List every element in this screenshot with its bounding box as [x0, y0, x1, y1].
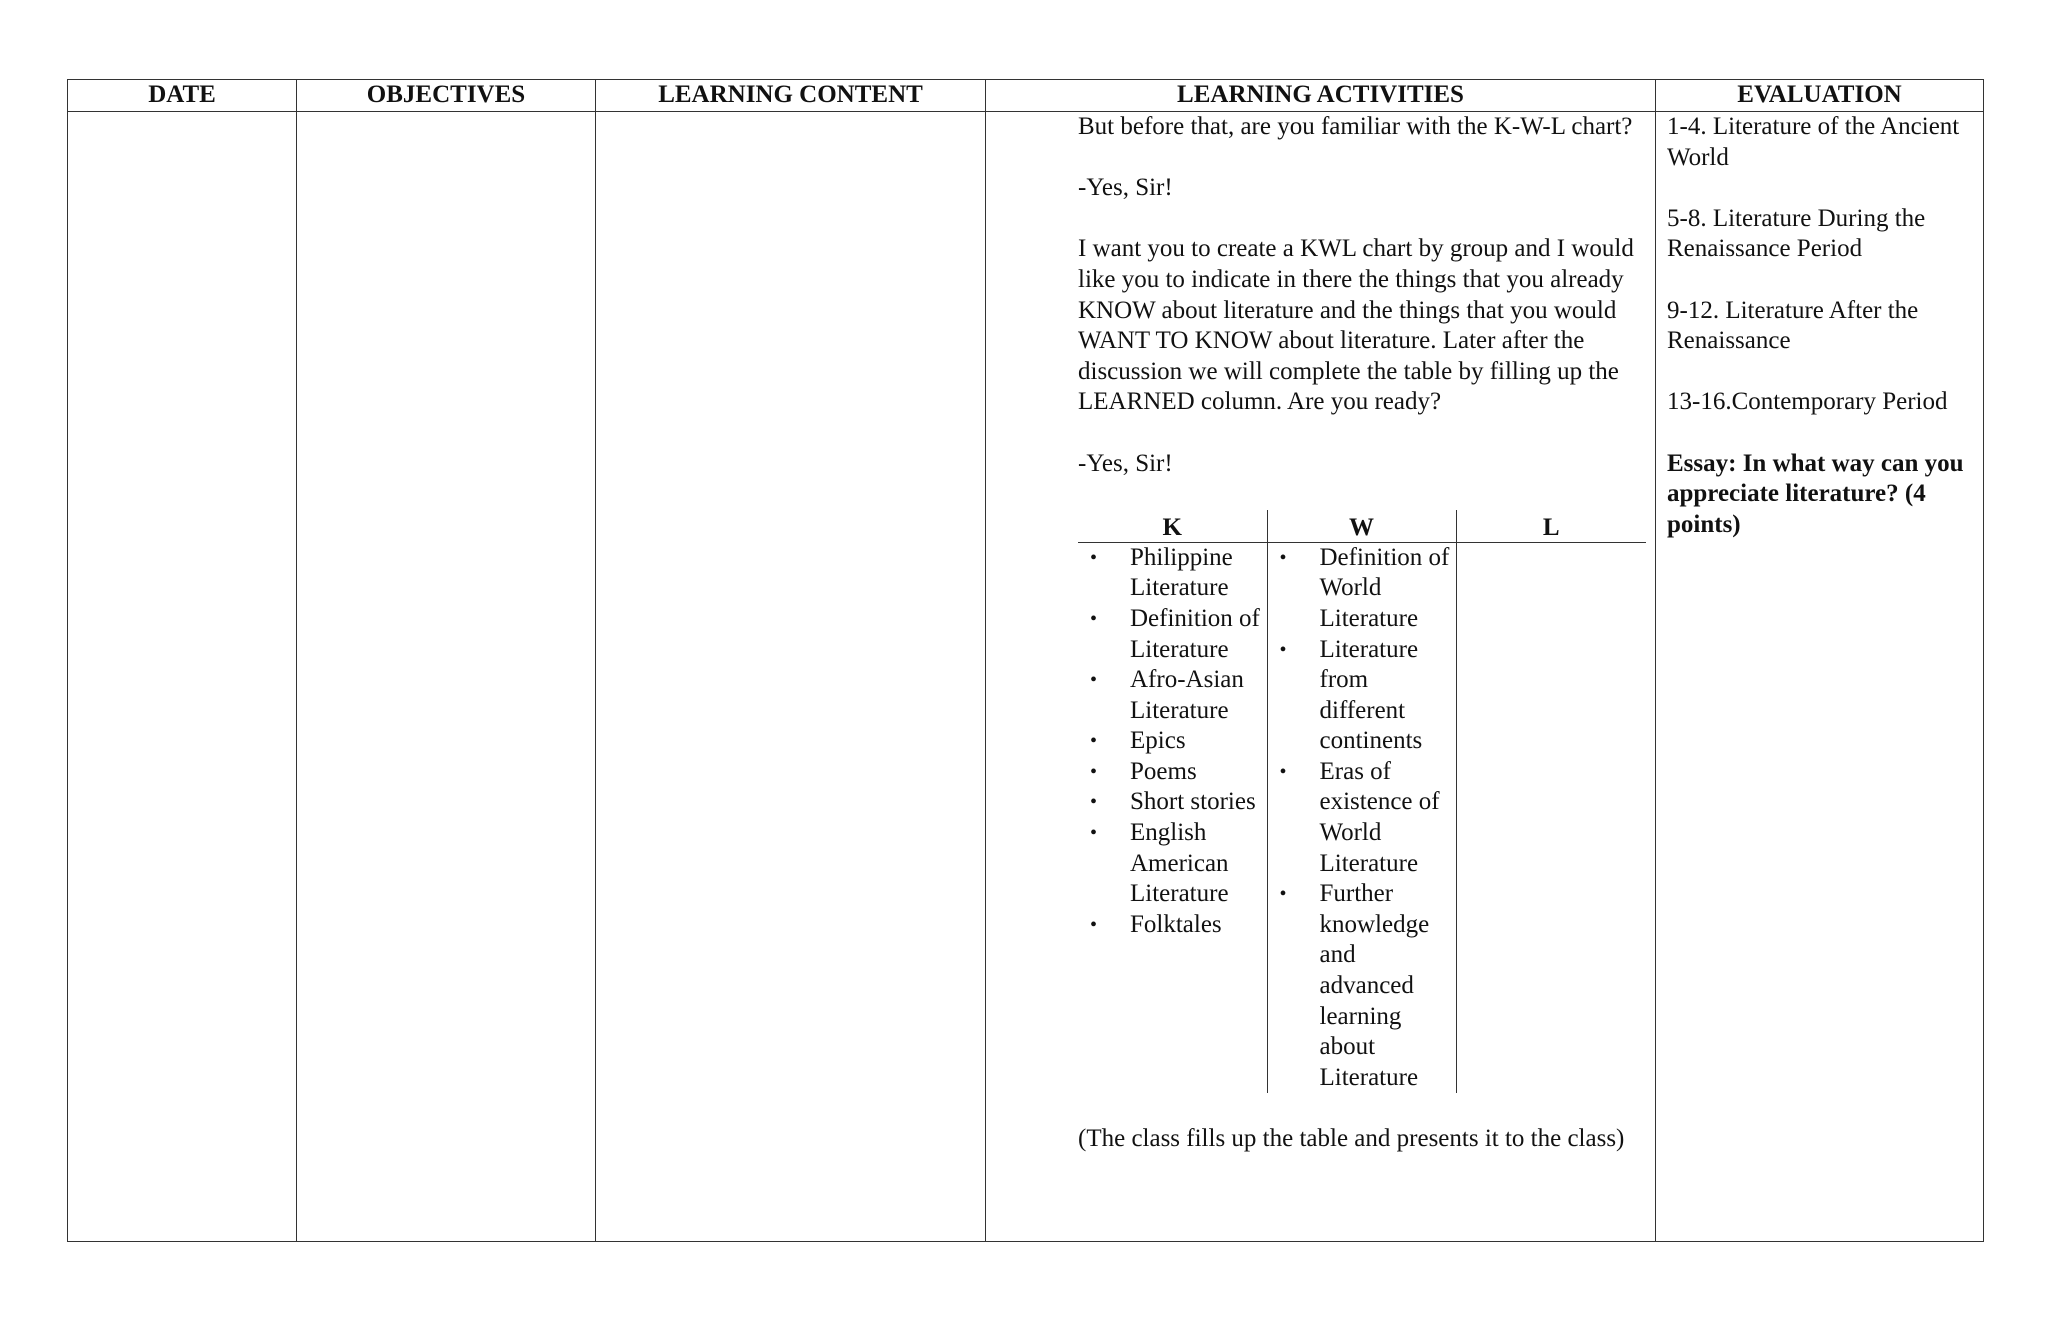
- know-list: [1078, 543, 1267, 941]
- kwl-item-text: Eras of existence of World Literature: [1319, 757, 1440, 877]
- kwl-item-text: Definition of Literature: [1130, 604, 1260, 663]
- header-learning-activities: LEARNING ACTIVITIES: [986, 80, 1656, 112]
- header-learning-content: LEARNING CONTENT: [596, 80, 986, 112]
- kwl-list-item: [1078, 665, 1267, 726]
- evaluation-item: 13-16.Contemporary Period: [1667, 388, 1948, 416]
- kwl-item-text: Literature from different continents: [1319, 635, 1423, 755]
- bullet-icon: •: [1279, 638, 1287, 661]
- evaluation-item: 1-4. Literature of the Ancient World: [1667, 113, 1960, 171]
- bullet-icon: •: [1090, 730, 1098, 753]
- kwl-item-text: Philippine Literature: [1130, 543, 1233, 602]
- student-response: -Yes, Sir!: [1078, 174, 1173, 202]
- kwl-item-text: Definition of World Literature: [1319, 543, 1450, 632]
- kwl-item-text: Poems: [1130, 757, 1197, 785]
- kwl-list-item: [1078, 910, 1267, 941]
- kwl-item-text: Further knowledge and advanced learning about Literature: [1319, 880, 1430, 1091]
- kwl-want-column: [1267, 542, 1456, 1093]
- lesson-plan-table: [67, 79, 1984, 1242]
- kwl-item-text: Afro-Asian Literature: [1130, 666, 1244, 724]
- want-list: [1268, 543, 1456, 1094]
- kwl-learned-column: [1456, 542, 1646, 1093]
- kwl-header-k: K: [1078, 510, 1267, 543]
- kwl-chart: [1078, 510, 1646, 1094]
- header-row: [68, 80, 1984, 112]
- kwl-list-item: [1078, 787, 1267, 818]
- kwl-know-column: [1078, 542, 1267, 1093]
- evaluation-cell: [1656, 112, 1984, 1242]
- kwl-list-item: [1268, 757, 1456, 879]
- student-response: -Yes, Sir!: [1078, 449, 1173, 477]
- kwl-item-text: Short stories: [1130, 788, 1256, 816]
- kwl-list-item: [1268, 543, 1456, 635]
- bullet-icon: •: [1090, 822, 1098, 845]
- closing-note: (The class fills up the table and presents it to the class): [1078, 1125, 1625, 1152]
- table-row: [68, 112, 1984, 1242]
- bullet-icon: •: [1090, 760, 1098, 783]
- header-date: DATE: [68, 80, 297, 112]
- header-objectives: OBJECTIVES: [297, 80, 596, 112]
- date-cell: [68, 112, 297, 1242]
- bullet-icon: •: [1279, 760, 1287, 783]
- bullet-icon: •: [1090, 791, 1098, 814]
- kwl-instruction: I want you to create a KWL chart by group and I would like you to indicate in there the things that you already KNOW about literature and the things that you would WANT TO KNOW about literature. Later after the discussion we will complete the table by filling up the LEARNED column. Are you ready?: [1078, 235, 1634, 416]
- evaluation-item: 9-12. Literature After the Renaissance: [1667, 296, 1919, 355]
- kwl-list-item: [1078, 757, 1267, 788]
- kwl-list-item: [1268, 635, 1456, 757]
- kwl-header-l: L: [1456, 510, 1646, 543]
- evaluation-item: 5-8. Literature During the Renaissance Period: [1667, 204, 1926, 263]
- bullet-icon: •: [1090, 669, 1098, 692]
- kwl-list-item: [1078, 726, 1267, 757]
- bullet-icon: •: [1090, 546, 1098, 569]
- kwl-list-item: [1078, 604, 1267, 665]
- bullet-icon: •: [1090, 607, 1098, 630]
- kwl-list-item: [1078, 818, 1267, 910]
- objectives-cell: [297, 112, 596, 1242]
- essay-question: Essay: In what way can you appreciate literature? (4 points): [1667, 449, 1964, 538]
- kwl-header-w: W: [1267, 510, 1456, 543]
- header-evaluation: EVALUATION: [1656, 80, 1984, 112]
- learning-activities-cell: [986, 112, 1656, 1242]
- learning-content-cell: [596, 112, 986, 1242]
- kwl-item-text: Epics: [1130, 727, 1186, 755]
- kwl-item-text: English American Literature: [1130, 819, 1229, 908]
- bullet-icon: •: [1279, 546, 1287, 569]
- bullet-icon: •: [1279, 883, 1287, 906]
- bullet-icon: •: [1090, 913, 1098, 936]
- kwl-list-item: [1268, 879, 1456, 1093]
- intro-question: But before that, are you familiar with the K-W-L chart?: [1078, 113, 1633, 140]
- evaluation-items: [1667, 112, 1973, 418]
- kwl-list-item: [1078, 543, 1267, 604]
- kwl-item-text: Folktales: [1130, 910, 1222, 938]
